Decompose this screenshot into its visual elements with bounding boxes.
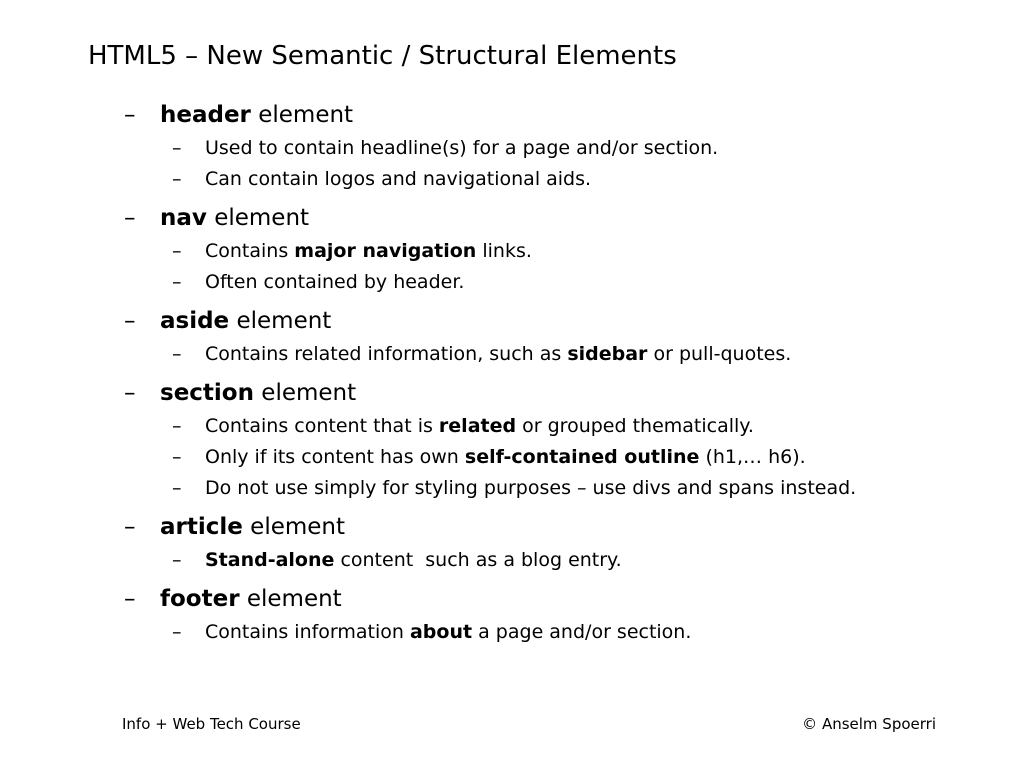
- heading-text-segment: element: [253, 380, 357, 406]
- sub-bullet-list: [124, 133, 1014, 195]
- heading-text-segment: element: [229, 308, 332, 334]
- text-segment: (h1,… h6).: [699, 446, 806, 468]
- outline-item-section: [124, 376, 1014, 504]
- emphasized-term: about: [409, 621, 473, 643]
- bullet-dash: –: [124, 205, 136, 231]
- text-segment: Do not use simply for styling purposes – use divs and spans instead.: [205, 477, 857, 499]
- sub-bullet: [172, 267, 1014, 298]
- item-heading-aside: [124, 304, 1014, 339]
- text-segment: Can contain logos and navigational aids.: [205, 168, 592, 190]
- sub-bullet-list: [124, 617, 1014, 648]
- sub-bullet-dash: –: [172, 477, 182, 499]
- item-heading-text: [160, 201, 309, 236]
- sub-bullet-text: [205, 545, 622, 576]
- text-segment: Contains content that is: [205, 415, 439, 437]
- footer-copyright: © Anselm Spoerri: [802, 715, 936, 733]
- sub-bullet-dash: –: [172, 271, 182, 293]
- sub-bullet-dash: –: [172, 415, 182, 437]
- sub-bullet: [172, 473, 1014, 504]
- text-segment: a page and/or section.: [472, 621, 692, 643]
- sub-bullet: [172, 545, 1014, 576]
- sub-bullet-text: [205, 339, 791, 370]
- sub-bullet: [172, 442, 1014, 473]
- item-heading-text: [160, 510, 345, 545]
- sub-bullet-text: [205, 133, 718, 164]
- sub-bullet-text: [205, 473, 856, 504]
- sub-bullet-list: [124, 545, 1014, 576]
- element-name: section: [160, 380, 254, 406]
- sub-bullet-text: [205, 236, 532, 267]
- heading-text-segment: element: [250, 102, 354, 128]
- outline-item-nav: [124, 201, 1014, 298]
- text-segment: Contains related information, such as: [205, 343, 568, 365]
- sub-bullet-text: [205, 617, 691, 648]
- sub-bullet: [172, 236, 1014, 267]
- text-segment: or grouped thematically.: [516, 415, 754, 437]
- outline-item-article: [124, 510, 1014, 576]
- bullet-outline: [124, 98, 1014, 654]
- item-heading-article: [124, 510, 1014, 545]
- outline-item-aside: [124, 304, 1014, 370]
- emphasized-term: Stand-alone: [205, 549, 335, 571]
- text-segment: Only if its content has own: [205, 446, 465, 468]
- item-heading-text: [160, 304, 331, 339]
- sub-bullet-dash: –: [172, 621, 182, 643]
- bullet-dash: –: [124, 586, 136, 612]
- sub-bullet-text: [205, 411, 754, 442]
- item-heading-text: [160, 582, 342, 617]
- bullet-dash: –: [124, 514, 136, 540]
- item-heading-footer: [124, 582, 1014, 617]
- sub-bullet-dash: –: [172, 240, 182, 262]
- element-name: article: [160, 514, 243, 540]
- sub-bullet-dash: –: [172, 446, 182, 468]
- heading-text-segment: element: [206, 205, 310, 231]
- element-name: aside: [160, 308, 230, 334]
- sub-bullet-list: [124, 236, 1014, 298]
- sub-bullet: [172, 133, 1014, 164]
- sub-bullet-text: [205, 267, 464, 298]
- element-name: nav: [160, 205, 207, 231]
- emphasized-term: related: [438, 415, 517, 437]
- text-segment: Often contained by header.: [205, 271, 465, 293]
- sub-bullet: [172, 411, 1014, 442]
- text-segment: or pull-quotes.: [647, 343, 792, 365]
- element-name: header: [160, 102, 251, 128]
- item-heading-header: [124, 98, 1014, 133]
- slide-title: HTML5 – New Semantic / Structural Elements: [88, 41, 677, 71]
- outline-item-header: [124, 98, 1014, 195]
- outline-item-footer: [124, 582, 1014, 648]
- heading-text-segment: element: [239, 586, 342, 612]
- sub-bullet-dash: –: [172, 168, 182, 190]
- item-heading-text: [160, 98, 353, 133]
- item-heading-nav: [124, 201, 1014, 236]
- sub-bullet: [172, 164, 1014, 195]
- text-segment: Contains: [205, 240, 295, 262]
- text-segment: Used to contain headline(s) for a page and/or section.: [205, 137, 719, 159]
- heading-text-segment: element: [242, 514, 346, 540]
- bullet-dash: –: [124, 102, 136, 128]
- bullet-dash: –: [124, 380, 136, 406]
- sub-bullet-dash: –: [172, 137, 182, 159]
- sub-bullet: [172, 617, 1014, 648]
- text-segment: content such as a blog entry.: [334, 549, 622, 571]
- item-heading-text: [160, 376, 356, 411]
- text-segment: Contains information: [205, 621, 410, 643]
- sub-bullet-dash: –: [172, 343, 182, 365]
- text-segment: links.: [476, 240, 532, 262]
- sub-bullet-list: [124, 339, 1014, 370]
- emphasized-term: self-contained outline: [464, 446, 700, 468]
- bullet-dash: –: [124, 308, 136, 334]
- item-heading-section: [124, 376, 1014, 411]
- sub-bullet-list: [124, 411, 1014, 504]
- sub-bullet: [172, 339, 1014, 370]
- footer-course-name: Info + Web Tech Course: [122, 715, 301, 733]
- emphasized-term: major navigation: [294, 240, 477, 262]
- sub-bullet-text: [205, 442, 806, 473]
- sub-bullet-text: [205, 164, 591, 195]
- element-name: footer: [160, 586, 240, 612]
- emphasized-term: sidebar: [567, 343, 648, 365]
- sub-bullet-dash: –: [172, 549, 182, 571]
